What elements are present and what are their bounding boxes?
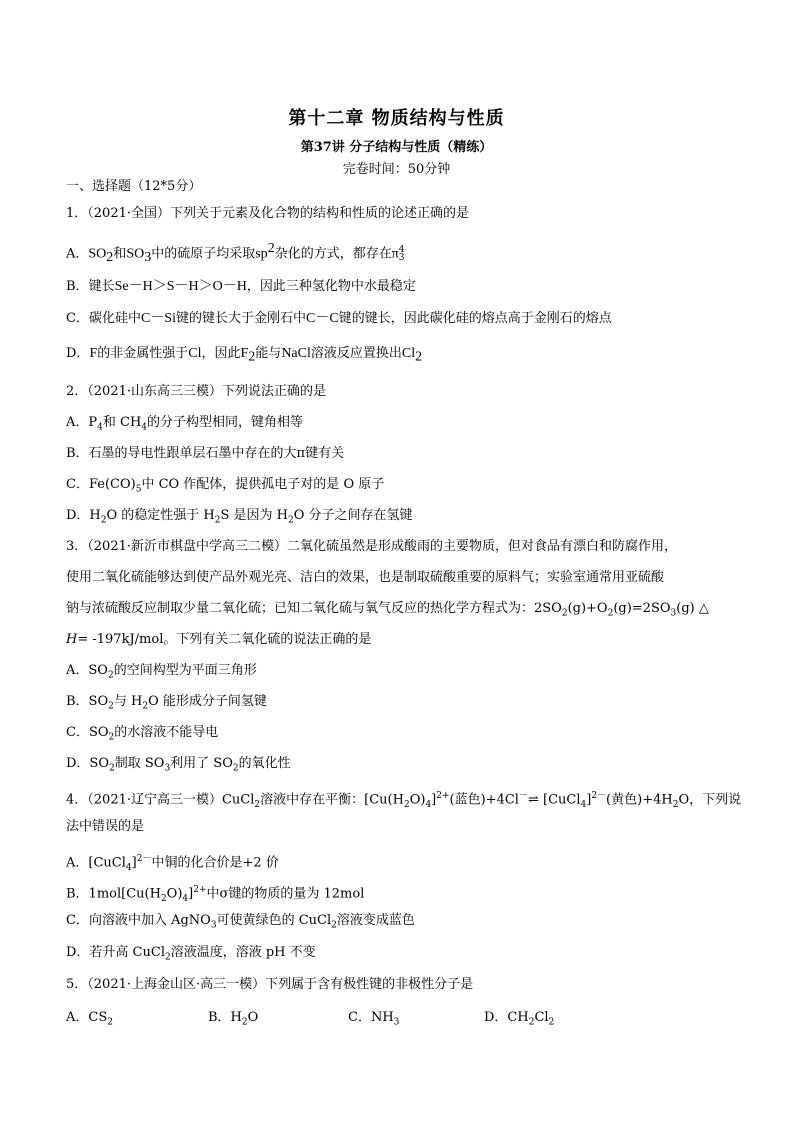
- question-3-option-b: B．$SO_2$与 $H_2O$ 能形成分子间氢键: [66, 694, 267, 712]
- question-5-option-a: A．$CS_2$: [66, 1010, 113, 1028]
- question-3-option-c: C．$SO_2$的水溶液不能导电: [66, 725, 219, 743]
- question-2-option-a: A．$P_4$和 $CH_4$的分子构型相同，键角相等: [66, 415, 304, 433]
- section-heading: 一、选择题（12*5分）: [66, 179, 202, 194]
- question-1-option-c: C．碳化硅中C－Si键的键长大于金刚石中C－C键的键长，因此碳化硅的熔点高于金刚石的熔点: [66, 311, 612, 326]
- question-3-option-d: D．$SO_2$制取 $SO_3$利用了 $SO_2$的氧化性: [66, 756, 291, 774]
- question-1-option-a: A．$SO_2$和$SO_3$中的硫原子均采取$sp^2$杂化的方式，都存在π 4 3: [66, 241, 405, 265]
- question-5-option-b: B．$H_2O$: [208, 1010, 259, 1028]
- question-2-option-c: C．$Fe(CO)_5$中 CO 作配体，提供孤电子对的是 O 原子: [66, 477, 385, 495]
- question-5-stem: 5．（2021·上海金山区·高三一模）下列属于含有极性键的非极性分子是: [66, 977, 474, 992]
- question-4-option-b: B．$1mol[Cu(H_2O)_4]^{2+}$中σ键的物质的量为 12mol: [66, 885, 365, 904]
- question-3-stem-line-3: 钠与浓硫酸反应制取少量二氧化硫；已知二氧化硫与氧气反应的热化学方程式为：$2SO_2(g)+O_2(g)=2SO_3(g)$ △: [66, 601, 709, 619]
- question-2-option-b: B．石墨的导电性跟单层石墨中存在的大π键有关: [66, 446, 345, 461]
- lesson-title: 第37讲 分子结构与性质（精练）: [300, 140, 493, 155]
- question-1-stem: 1．（2021·全国）下列关于元素及化合物的结构和性质的论述正确的是: [66, 206, 469, 221]
- question-4-option-d: D．若升高 CuCl$_2$溶液温度，溶液 pH 不变: [66, 945, 316, 963]
- question-4-option-c: C．向溶液中加入 AgNO$_3$可使黄绿色的 CuCl$_2$溶液变成蓝色: [66, 913, 415, 931]
- chapter-title: 第十二章 物质结构与性质: [288, 108, 505, 129]
- question-3-stem-line-1: 3．（2021·新沂市棋盘中学高三二模）二氧化硫虽然是形成酸雨的主要物质，但对食品有漂白和防腐作用，: [66, 539, 677, 554]
- question-1-option-b: B．键长Se－H＞S－H＞O－H，因此三种氢化物中水最稳定: [66, 279, 416, 294]
- question-2-option-d: D．$H_2O$ 的稳定性强于 $H_2S$ 是因为 $H_2O$ 分子之间存在氢键: [66, 508, 413, 526]
- question-5-option-c: C．$NH_3$: [348, 1010, 400, 1028]
- time-limit: 完卷时间：50分钟: [342, 162, 451, 177]
- question-4-stem-line-1: 4．（2021·辽宁高三一模）CuCl$_2$溶液中存在平衡：$[Cu(H_2O)_4]^{2+}$(蓝色)+4Cl－⇌ [CuCl$_4$]$^{2-}$(黄色)$+4H_2O$，下列说: [66, 791, 742, 810]
- question-4-option-a: A．[CuCl$_4$]$^{2-}$中铜的化合价是+2 价: [66, 854, 279, 873]
- question-4-stem-line-2: 法中错误的是: [66, 819, 145, 834]
- question-3-stem-line-2: 使用二氧化硫能够达到使产品外观光亮、洁白的效果，也是制取硫酸重要的原料气；实验室通常用亚硫酸: [66, 570, 665, 585]
- question-1-option-d: D．F的非金属性强于Cl，因此$F_2$能与NaCl溶液反应置换出$Cl_2$: [66, 346, 423, 365]
- question-5-option-d: D．$CH_2Cl_2$: [484, 1010, 555, 1028]
- question-3-option-a: A．$SO_2$的空间构型为平面三角形: [66, 663, 257, 681]
- question-2-stem: 2．（2021·山东高三三模）下列说法正确的是: [66, 384, 326, 399]
- question-3-stem-line-4: H= -197kJ/mol。下列有关二氧化硫的说法正确的是: [66, 632, 372, 647]
